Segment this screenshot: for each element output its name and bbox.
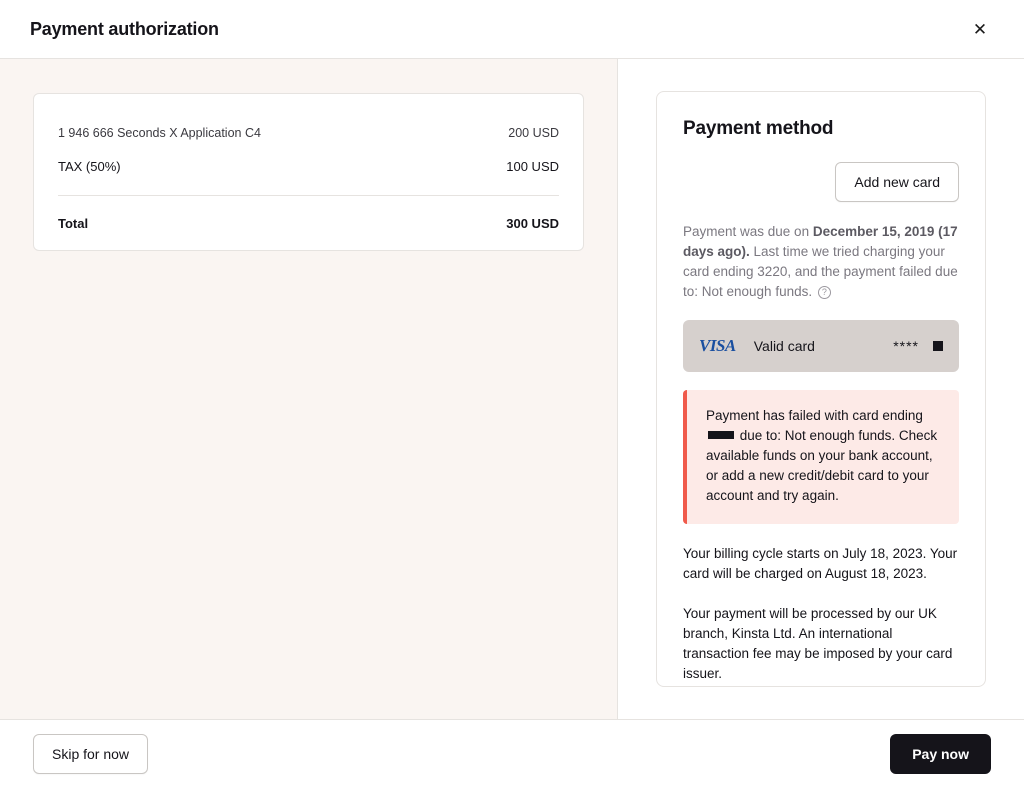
alert-text-after: due to: Not enough funds. Check available funds on your bank account, or add a new credit/debit card to your account and try again. [706,428,938,503]
modal-footer [0,719,1024,787]
saved-card-label: Valid card [753,338,815,354]
order-summary-pane [0,59,618,719]
line-item-value: 100 USD [506,159,559,174]
line-item-label: TAX (50%) [58,159,121,174]
due-date-bold: December 15, 2019 (17 days ago). [683,224,958,259]
payment-failed-alert [683,390,959,524]
total-label: Total [58,215,89,231]
line-item-value: 200 USD [508,126,559,140]
visa-icon: VISA [699,336,736,355]
redacted-card-icon [708,431,734,439]
payment-method-title: Payment method [683,118,834,139]
pay-now-button[interactable]: Pay now [890,734,991,774]
close-icon[interactable]: ✕ [966,15,994,43]
line-item-label: 1 946 666 Seconds X Application C4 [58,126,261,140]
summary-total-row [58,196,559,250]
processing-branch-note: Your payment will be processed by our UK branch, Kinsta Ltd. An international transaction fee may be imposed by your card issuer. [683,606,953,681]
modal-body [0,59,1024,719]
due-text-prefix: Payment was due on [683,224,813,239]
total-value: 300 USD [506,215,559,231]
page-title: Payment authorization [30,18,219,39]
order-summary-card [33,93,584,251]
modal-header [0,0,1024,59]
alert-text-before: Payment has failed with card ending [706,408,923,423]
summary-line-item [58,94,559,148]
add-new-card-button[interactable]: Add new card [835,162,959,202]
summary-line-item [58,148,559,185]
due-text-suffix: Last time we tried charging your card ending 3220, and the payment failed due to: Not enough funds. [683,244,958,299]
skip-for-now-button[interactable]: Skip for now [33,734,148,774]
card-mask-block-icon [933,341,943,351]
saved-card-mask [893,338,943,354]
help-icon[interactable]: ? [818,286,831,299]
payment-due-text [683,222,959,302]
payment-method-card [656,91,986,687]
card-mask-digits: **** [893,338,919,354]
billing-cycle-note: Your billing cycle starts on July 18, 2023. Your card will be charged on August 18, 2023. [683,546,958,581]
add-card-row [683,162,959,202]
payment-method-pane [618,59,1024,719]
saved-card-row[interactable] [683,320,959,372]
